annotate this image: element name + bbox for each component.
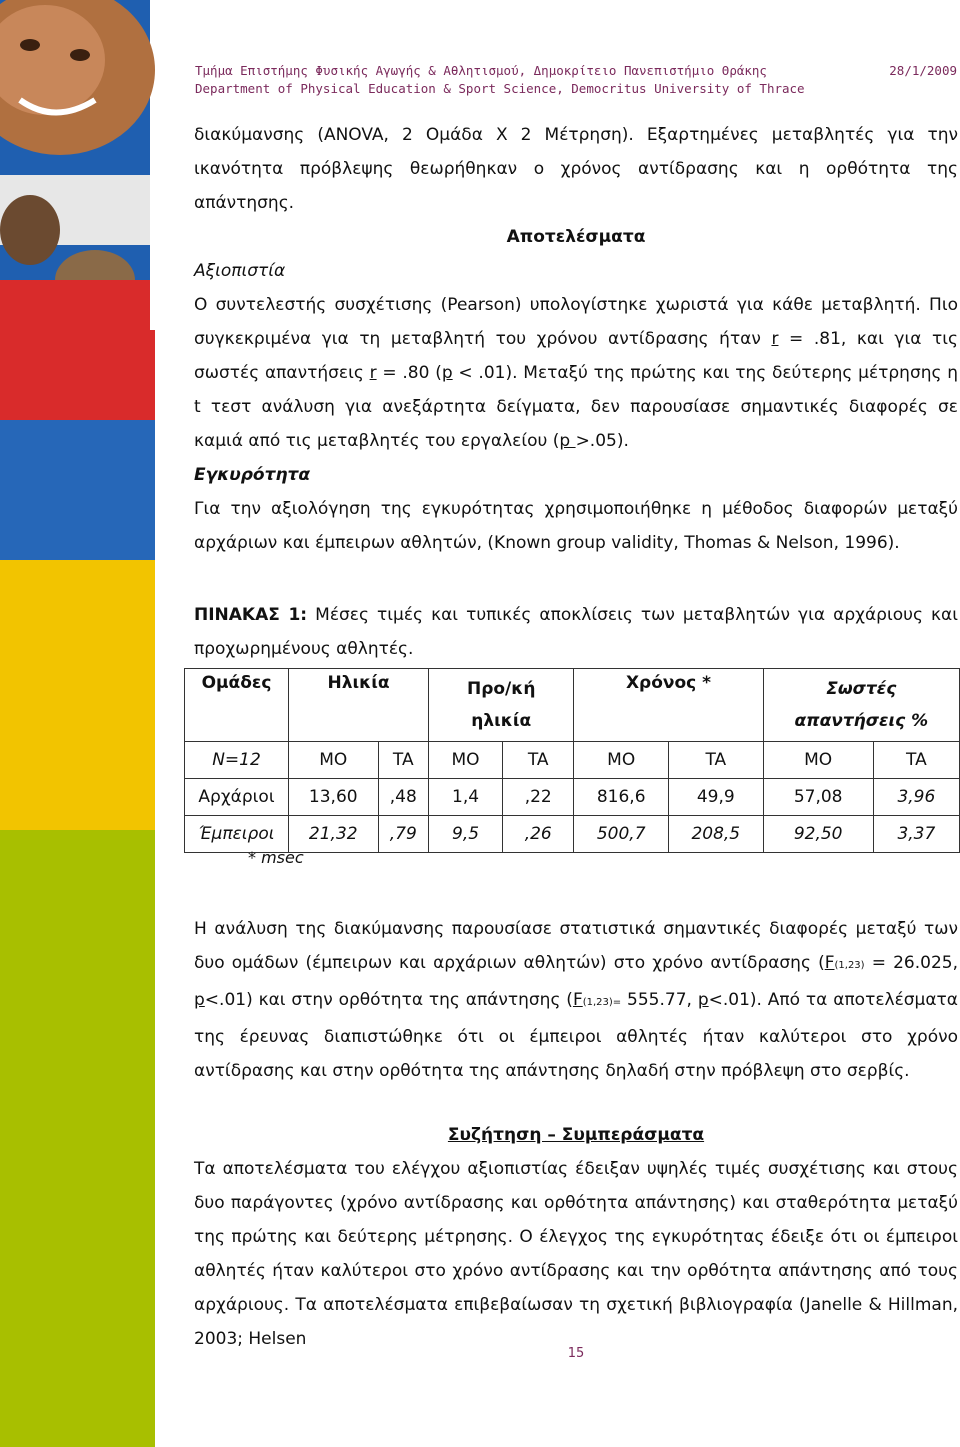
table-note: * msec: [248, 848, 304, 867]
header-english: Department of Physical Education & Sport Science, Democritus University of Thrace: [195, 81, 805, 96]
reliability-section: [194, 254, 958, 560]
table-caption: [194, 598, 958, 666]
header-training-age: Προ/κή ηλικία: [429, 669, 574, 742]
header-correct: Σωστές απαντήσεις %: [763, 669, 959, 742]
header-photo: [0, 0, 190, 330]
discussion-heading: Συζήτηση – Συμπεράσματα: [447, 1125, 705, 1145]
discussion-paragraph: Τα αποτελέσματα του ελέγχου αξιοπιστίας έδειξαν υψηλές τιμές συσχέτισης και στους δυο παράγοντες (χρόνο αντίδρασης και ορθότητα απάντησης) και σταθερότητα μεταξύ της πρώτης και δεύτερης μέτρησης. Ο έλεγχος της εγκυρότητας έδειξε ότι οι έμπειροι αθλητές ήταν καλύτεροι στο χρόνο αντίδρασης και την ορθότητα απάντησης από τους αρχάριους. Τα αποτελέσματα επιβεβαίωσαν τη σχετική βιβλιογραφία (Janelle & Hillman, 2003; Helsen: [194, 1159, 958, 1349]
decor-strip-yellow: [0, 560, 155, 830]
table-row: Αρχάριοι 13,60 ,48 1,4 ,22 816,6 49,9 57,08 3,96: [185, 779, 960, 816]
header-greek: Τμήμα Επιστήμης Φυσικής Αγωγής & Αθλητισμού, Δημοκρίτειο Πανεπιστήμιο Θράκης: [195, 63, 767, 78]
running-header: [195, 62, 957, 98]
analysis-paragraph: Η ανάλυση της διακύμανσης παρουσίασε στατιστικά σημαντικές διαφορές μεταξύ των δυο ομάδων (έμπειρων και αρχάριων αθλητών) στο χρόνο αντίδρασης (F(1,23) = 26.025, p<.01) και στην ορθότητα της απάντησης (F(1,23)= 555.77, p<.01). Από τα αποτελέσματα της έρευνας διαπιστώθηκε ότι οι έμπειροι αθλητές ήταν καλύτεροι στο χρόνο αντίδρασης και στην ορθότητα της απάντησης δηλαδή στην πρόβλεψη στο σερβίς.: [194, 919, 958, 1081]
table-header-row: [185, 669, 960, 742]
table-row: Έμπειροι 21,32 ,79 9,5 ,26 500,7 208,5 92,50 3,37: [185, 816, 960, 853]
intro-paragraph: διακύμανσης (ANOVA, 2 Ομάδα Χ 2 Μέτρηση). Εξαρτημένες μεταβλητές για την ικανότητα πρόβλεψης θεωρήθηκαν ο χρόνος αντίδρασης και η ορθότητα της απάντησης.: [194, 125, 958, 213]
validity-text: Για την αξιολόγηση της εγκυρότητας χρησιμοποιήθηκε η μέθοδος διαφορών μεταξύ αρχάριων και έμπειρων αθλητών, (Known group validity, Thomas & Nelson, 1996).: [194, 499, 958, 553]
page-number: 15: [567, 1346, 585, 1361]
reliability-text: Ο συντελεστής συσχέτισης (Pearson) υπολογίστηκε χωριστά για κάθε μεταβλητή. Πιο συγκεκριμένα για τη μεταβλητή του χρόνου αντίδρασης ήταν r = .81, και για τις σωστές απαντήσεις r = .80 (p < .01). Μεταξύ της πρώτης και της δεύτερης μέτρησης η t τεστ ανάλυση για ανεξάρτητα δείγματα, δεν παρουσίασε σημαντικές διαφορές σε καμιά από τις μεταβλητές του εργαλείου (p >.05).: [194, 295, 959, 451]
reliability-heading: Αξιοπιστία: [194, 261, 286, 281]
table-caption-text: Μέσες τιμές και τυπικές αποκλίσεις των μεταβλητών για αρχάριους και προχωρημένους αθλητές.: [194, 605, 958, 659]
validity-heading: Εγκυρότητα: [194, 465, 311, 485]
table-subheader-row: N=12 MO TA MO TA MO TA MO TA: [185, 742, 960, 779]
header-date: 28/1/2009: [889, 63, 957, 78]
header-age: Ηλικία: [289, 669, 429, 742]
table-caption-label: ΠΙΝΑΚΑΣ 1:: [194, 605, 308, 625]
results-heading: Αποτελέσματα: [506, 227, 646, 247]
header-time: Χρόνος *: [574, 669, 763, 742]
header-groups: Ομάδες: [185, 669, 289, 742]
decor-strip-blue-2: [0, 420, 155, 560]
results-table: [184, 668, 960, 853]
